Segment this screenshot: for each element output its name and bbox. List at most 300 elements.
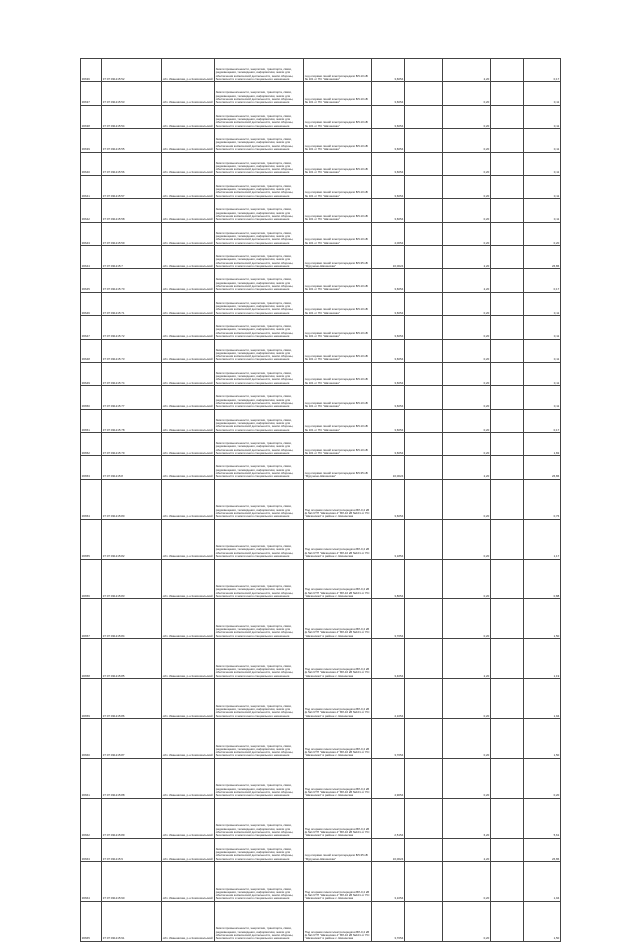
cell-address: обл. Ивановская, р-н Комсомольский: [162, 269, 215, 292]
cell-record-number: 36652: [81, 433, 102, 456]
cell-empty: [405, 719, 443, 759]
cell-cadastral-number: 37:07:031215:87: [102, 719, 162, 759]
cell-record-number: 36661: [81, 758, 102, 798]
cell-land-category: Земли промышленности, энергетики, транспорта, связи, радиовещания, телевидения, информатики, земли для обеспечения космической деятельности, земли обороны, безопасности и земли иного специального назначения: [215, 222, 304, 245]
cell-area: 16,0024: [372, 246, 405, 269]
cell-area: 3,6054: [372, 479, 405, 519]
cell-area: 4,1054: [372, 679, 405, 719]
cell-area: 3,6054: [372, 105, 405, 128]
cell-area: 3,6054: [372, 129, 405, 152]
cell-cadastral-number: 37:07:031215:77: [102, 386, 162, 409]
cell-permitted-use: под опорами линий электропередачи ВЛ-10 кВ № 101 от ПС "Шачинская": [304, 199, 372, 222]
cell-cadastral-number: 37:07:031215:9: [102, 838, 162, 861]
cell-land-category: Земли промышленности, энергетики, транспорта, связи, радиовещания, телевидения, информатики, земли для обеспечения космической деятельности, земли обороны, безопасности и земли иного специального назначения: [215, 175, 304, 198]
cell-empty: [405, 316, 443, 339]
cell-permitted-use: под опорами линий электропередачи ВЛ-35 кВ "Мурунино-Шачинская": [304, 838, 372, 861]
cell-rate: 0,20: [443, 479, 491, 519]
cell-address: обл. Ивановская, р-н Комсомольский: [162, 433, 215, 456]
cell-empty: [491, 199, 524, 222]
cell-land-category: Земли промышленности, энергетики, транспорта, связи, радиовещания, телевидения, информатики, земли для обеспечения космической деятельности, земли обороны, безопасности и земли иного специального назначения: [215, 862, 304, 902]
cell-record-number: 36646: [81, 292, 102, 315]
table-row: [81, 386, 561, 409]
cell-amount: 0,11: [524, 199, 561, 222]
cell-empty: [491, 316, 524, 339]
table-row: [81, 456, 561, 479]
cell-permitted-use: Под опорами линии электропередачи ВЛ-0,4 кВ ф.№1 КТП "Шачинская-1" ВЛ-10 кВ №101 от ПС "Шачинская" в районе с. Шачинская: [304, 679, 372, 719]
cell-empty: [405, 679, 443, 719]
cell-record-number: 36656: [81, 559, 102, 599]
table-row: [81, 129, 561, 152]
cell-permitted-use: под опорами линий электропередачи ВЛ-10 кВ № 101 от ПС "Шачинская": [304, 152, 372, 175]
cell-address: обл. Ивановская, р-н Комсомольский: [162, 409, 215, 432]
cell-empty: [491, 679, 524, 719]
cell-amount: 1,50: [524, 901, 561, 941]
cell-amount: 1,17: [524, 519, 561, 559]
cell-record-number: 36658: [81, 639, 102, 679]
cell-cadastral-number: 37:07:031215:74: [102, 362, 162, 385]
cell-area: 4,0054: [372, 222, 405, 245]
cell-record-number: 36649: [81, 362, 102, 385]
cell-cadastral-number: 37:07:031215:83: [102, 559, 162, 599]
table-row: [81, 292, 561, 315]
cell-area: 3,7054: [372, 901, 405, 941]
cell-record-number: 36643: [81, 222, 102, 245]
cell-rate: 2,20: [443, 59, 491, 82]
cell-rate: 2,20: [443, 838, 491, 861]
cell-land-category: Земли промышленности, энергетики, транспорта, связи, радиовещания, телевидения, информатики, земли для обеспечения космической деятельности, земли обороны, безопасности и земли иного специального назначения: [215, 339, 304, 362]
cell-area: 16,0024: [372, 456, 405, 479]
cell-record-number: 36650: [81, 386, 102, 409]
cell-cadastral-number: 37:07:031215:79: [102, 433, 162, 456]
cell-empty: [491, 519, 524, 559]
cell-empty: [405, 129, 443, 152]
cell-record-number: 36663: [81, 838, 102, 861]
cell-land-category: Земли промышленности, энергетики, транспорта, связи, радиовещания, телевидения, информатики, земли для обеспечения космической деятельности, земли обороны, безопасности и земли иного специального назначения: [215, 82, 304, 105]
cell-land-category: Земли промышленности, энергетики, транспорта, связи, радиовещания, телевидения, информатики, земли для обеспечения космической деятельности, земли обороны, безопасности и земли иного специального назначения: [215, 479, 304, 519]
cell-rate: 0,20: [443, 599, 491, 639]
cell-empty: [405, 479, 443, 519]
cell-empty: [405, 798, 443, 838]
cell-amount: 1,50: [524, 719, 561, 759]
cell-address: обл. Ивановская, р-н Комсомольский: [162, 862, 215, 902]
cell-amount: 0,20: [524, 222, 561, 245]
cell-rate: 0,20: [443, 316, 491, 339]
table-row: [81, 679, 561, 719]
cell-amount: 1,19: [524, 639, 561, 679]
cell-address: обл. Ивановская, р-н Комсомольский: [162, 152, 215, 175]
cell-land-category: Земли промышленности, энергетики, транспорта, связи, радиовещания, телевидения, информатики, земли для обеспечения космической деятельности, земли обороны, безопасности и земли иного специального назначения: [215, 639, 304, 679]
cell-area: 2,5154: [372, 798, 405, 838]
cell-rate: 0,20: [443, 292, 491, 315]
cell-empty: [405, 246, 443, 269]
cell-area: 3,6054: [372, 409, 405, 432]
cell-cadastral-number: 37:07:031215:88: [102, 758, 162, 798]
cell-land-category: Земли промышленности, энергетики, транспорта, связи, радиовещания, телевидения, информатики, земли для обеспечения космической деятельности, земли обороны, безопасности и земли иного специального назначения: [215, 519, 304, 559]
cell-amount: 0,11: [524, 175, 561, 198]
cell-area: 16,0024: [372, 838, 405, 861]
cell-land-category: Земли промышленности, энергетики, транспорта, связи, радиовещания, телевидения, информатики, земли для обеспечения космической деятельности, земли обороны, безопасности и земли иного специального назначения: [215, 798, 304, 838]
cell-empty: [405, 456, 443, 479]
cell-permitted-use: под опорами линий электропередачи ВЛ-10 кВ № 101 от ПС "Шачинская": [304, 175, 372, 198]
cell-address: обл. Ивановская, р-н Комсомольский: [162, 386, 215, 409]
cell-address: обл. Ивановская, р-н Комсомольский: [162, 362, 215, 385]
cell-land-category: Земли промышленности, энергетики, транспорта, связи, радиовещания, телевидения, информатики, земли для обеспечения космической деятельности, земли обороны, безопасности и земли иного специального назначения: [215, 246, 304, 269]
cell-address: обл. Ивановская, р-н Комсомольский: [162, 838, 215, 861]
cell-permitted-use: под опорами линий электропередачи ВЛ-10 кВ № 101 от ПС "Шачинская": [304, 105, 372, 128]
cell-permitted-use: Под опорами линии электропередачи ВЛ-0,4 кВ ф.№1 КТП "Шачинская-1" ВЛ-10 кВ №101 от ПС "Шачинская" в районе с. Шачинская: [304, 599, 372, 639]
cell-rate: 0,20: [443, 719, 491, 759]
cell-cadastral-number: 37:07:031215:89: [102, 798, 162, 838]
cell-area: 3,7054: [372, 719, 405, 759]
cell-land-category: Земли промышленности, энергетики, транспорта, связи, радиовещания, телевидения, информатики, земли для обеспечения космической деятельности, земли обороны, безопасности и земли иного специального назначения: [215, 316, 304, 339]
cell-permitted-use: Под опорами линии электропередачи ВЛ-0,4 кВ ф.№1 КТП "Шачинская-1" ВЛ-10 кВ №101 от ПС "Шачинская" в районе с. Шачинская: [304, 519, 372, 559]
cell-address: обл. Ивановская, р-н Комсомольский: [162, 175, 215, 198]
cell-empty: [405, 105, 443, 128]
cell-amount: 0,11: [524, 292, 561, 315]
cell-land-category: Земли промышленности, энергетики, транспорта, связи, радиовещания, телевидения, информатики, земли для обеспечения космической деятельности, земли обороны, безопасности и земли иного специального назначения: [215, 409, 304, 432]
cell-land-category: Земли промышленности, энергетики, транспорта, связи, радиовещания, телевидения, информатики, земли для обеспечения космической деятельности, земли обороны, безопасности и земли иного специального назначения: [215, 901, 304, 941]
cell-land-category: Земли промышленности, энергетики, транспорта, связи, радиовещания, телевидения, информатики, земли для обеспечения космической деятельности, земли обороны, безопасности и земли иного специального назначения: [215, 433, 304, 456]
table-row: [81, 246, 561, 269]
cell-empty: [405, 59, 443, 82]
cell-address: обл. Ивановская, р-н Комсомольский: [162, 339, 215, 362]
cell-permitted-use: под опорами линий электропередачи ВЛ-10 кВ № 101 от ПС "Шачинская": [304, 409, 372, 432]
cell-empty: [405, 152, 443, 175]
cell-amount: 0,11: [524, 82, 561, 105]
cell-land-category: Земли промышленности, энергетики, транспорта, связи, радиовещания, телевидения, информатики, земли для обеспечения космической деятельности, земли обороны, безопасности и земли иного специального назначения: [215, 59, 304, 82]
cell-land-category: Земли промышленности, энергетики, транспорта, связи, радиовещания, телевидения, информатики, земли для обеспечения космической деятельности, земли обороны, безопасности и земли иного специального назначения: [215, 719, 304, 759]
cell-amount: 5,61: [524, 798, 561, 838]
cell-amount: 1,94: [524, 862, 561, 902]
cell-empty: [491, 292, 524, 315]
table-row: [81, 719, 561, 759]
cell-record-number: 36641: [81, 175, 102, 198]
cell-area: 3,1854: [372, 519, 405, 559]
table-row: [81, 152, 561, 175]
cell-amount: 0,11: [524, 386, 561, 409]
cell-land-category: Земли промышленности, энергетики, транспорта, связи, радиовещания, телевидения, информатики, земли для обеспечения космической деятельности, земли обороны, безопасности и земли иного специального назначения: [215, 362, 304, 385]
cell-rate: 0,20: [443, 362, 491, 385]
table-row: [81, 175, 561, 198]
cell-address: обл. Ивановская, р-н Комсомольский: [162, 639, 215, 679]
cell-address: обл. Ивановская, р-н Комсомольский: [162, 758, 215, 798]
cell-empty: [491, 362, 524, 385]
cell-empty: [491, 59, 524, 82]
table-row: [81, 639, 561, 679]
cell-empty: [491, 433, 524, 456]
cell-cadastral-number: 37:07:031215:52: [102, 59, 162, 82]
cell-amount: 1,50: [524, 599, 561, 639]
cell-rate: 2,20: [443, 246, 491, 269]
cell-empty: [491, 862, 524, 902]
cell-permitted-use: Под опорами линии электропередачи ВЛ-0,4 кВ ф.№1 КТП "Шачинская-1" ВЛ-10 кВ №101 от ПС "Шачинская" в районе с. Шачинская: [304, 479, 372, 519]
cell-amount: 0,11: [524, 129, 561, 152]
cell-record-number: 36662: [81, 798, 102, 838]
cell-permitted-use: Под опорами линии электропередачи ВЛ-0,4 кВ ф.№1 КТП "Шачинская-1" ВЛ-10 кВ №101 от ПС "Шачинская" в районе с. Шачинская: [304, 639, 372, 679]
cell-record-number: 36644: [81, 246, 102, 269]
cell-rate: 0,20: [443, 409, 491, 432]
cell-amount: 0,11: [524, 105, 561, 128]
cell-rate: 0,20: [443, 679, 491, 719]
cell-cadastral-number: 37:07:031215:70: [102, 269, 162, 292]
cell-amount: 0,11: [524, 316, 561, 339]
cell-permitted-use: Под опорами линии электропередачи ВЛ-0,4 кВ ф.№1 КТП "Шачинская-1" ВЛ-10 кВ №101 от ПС "Шачинская" в районе с. Шачинская: [304, 559, 372, 599]
cell-empty: [491, 269, 524, 292]
cell-rate: 0,20: [443, 152, 491, 175]
cell-land-category: Земли промышленности, энергетики, транспорта, связи, радиовещания, телевидения, информатики, земли для обеспечения космической деятельности, земли обороны, безопасности и земли иного специального назначения: [215, 679, 304, 719]
cell-cadastral-number: 37:07:031215:72: [102, 316, 162, 339]
cell-rate: 0,20: [443, 758, 491, 798]
cell-address: обл. Ивановская, р-н Комсомольский: [162, 222, 215, 245]
cell-address: обл. Ивановская, р-н Комсомольский: [162, 456, 215, 479]
cell-permitted-use: под опорами линий электропередачи ВЛ-10 кВ № 101 от ПС "Шачинская": [304, 386, 372, 409]
cell-permitted-use: Под опорами линии электропередачи ВЛ-0,4 кВ ф.№1 КТП "Шачинская-1" ВЛ-10 кВ №101 от ПС "Шачинская" в районе с. Шачинская: [304, 758, 372, 798]
cell-cadastral-number: 37:07:031215:90: [102, 862, 162, 902]
cell-empty: [405, 222, 443, 245]
cell-permitted-use: под опорами линий электропередачи ВЛ-35 кВ "Мурунино-Шачинская": [304, 456, 372, 479]
cell-empty: [405, 292, 443, 315]
cell-empty: [405, 82, 443, 105]
cell-rate: 6,20: [443, 798, 491, 838]
cell-empty: [405, 599, 443, 639]
cell-permitted-use: Под опорами линии электропередачи ВЛ-0,4 кВ ф.№1 КТП "Шачинская-1" ВЛ-10 кВ №101 от ПС "Шачинская" в районе с. Шачинская: [304, 901, 372, 941]
cell-amount: 0,76: [524, 479, 561, 519]
cell-empty: [491, 901, 524, 941]
cell-empty: [405, 409, 443, 432]
cell-land-category: Земли промышленности, энергетики, транспорта, связи, радиовещания, телевидения, информатики, земли для обеспечения космической деятельности, земли обороны, безопасности и земли иного специального назначения: [215, 152, 304, 175]
cell-empty: [491, 456, 524, 479]
cell-record-number: 36653: [81, 456, 102, 479]
cell-record-number: 36655: [81, 519, 102, 559]
cell-empty: [491, 599, 524, 639]
table-body: [81, 59, 561, 942]
cell-empty: [491, 82, 524, 105]
cell-area: 3,6054: [372, 386, 405, 409]
cell-empty: [405, 175, 443, 198]
cell-empty: [405, 639, 443, 679]
cell-rate: 0,20: [443, 339, 491, 362]
table-row: [81, 82, 561, 105]
cell-record-number: 36659: [81, 679, 102, 719]
cell-record-number: 36647: [81, 316, 102, 339]
cell-record-number: 36651: [81, 409, 102, 432]
cell-cadastral-number: 37:07:031215:7: [102, 246, 162, 269]
cell-rate: 0,20: [443, 105, 491, 128]
cell-empty: [405, 386, 443, 409]
cell-amount: 0,11: [524, 362, 561, 385]
cell-rate: 0,20: [443, 199, 491, 222]
cell-address: обл. Ивановская, р-н Комсомольский: [162, 292, 215, 315]
cell-record-number: 36648: [81, 339, 102, 362]
cell-empty: [491, 719, 524, 759]
cell-area: 3,6054: [372, 362, 405, 385]
cell-area: 3,6054: [372, 59, 405, 82]
table-row: [81, 599, 561, 639]
cell-rate: 0,20: [443, 519, 491, 559]
cell-address: обл. Ивановская, р-н Комсомольский: [162, 479, 215, 519]
cell-area: 3,6054: [372, 339, 405, 362]
table-row: [81, 105, 561, 128]
cell-address: обл. Ивановская, р-н Комсомольский: [162, 719, 215, 759]
cell-address: обл. Ивановская, р-н Комсомольский: [162, 901, 215, 941]
cell-rate: 0,20: [443, 901, 491, 941]
cell-land-category: Земли промышленности, энергетики, транспорта, связи, радиовещания, телевидения, информатики, земли для обеспечения космической деятельности, земли обороны, безопасности и земли иного специального назначения: [215, 386, 304, 409]
table-row: [81, 479, 561, 519]
cell-land-category: Земли промышленности, энергетики, транспорта, связи, радиовещания, телевидения, информатики, земли для обеспечения космической деятельности, земли обороны, безопасности и земли иного специального назначения: [215, 838, 304, 861]
cell-empty: [491, 798, 524, 838]
cell-area: 3,6054: [372, 269, 405, 292]
cell-permitted-use: под опорами линий электропередачи ВЛ-10 кВ № 101 от ПС "Шачинская": [304, 59, 372, 82]
cell-area: 3,6054: [372, 152, 405, 175]
cell-cadastral-number: 37:07:031215:84: [102, 599, 162, 639]
table-row: [81, 559, 561, 599]
cell-record-number: 36642: [81, 199, 102, 222]
cell-cadastral-number: 37:07:031215:80: [102, 479, 162, 519]
table-row: [81, 433, 561, 456]
table-row: [81, 409, 561, 432]
cell-record-number: 36640: [81, 152, 102, 175]
cell-rate: 0,20: [443, 559, 491, 599]
cell-empty: [405, 519, 443, 559]
cell-empty: [405, 862, 443, 902]
cell-address: обл. Ивановская, р-н Комсомольский: [162, 519, 215, 559]
cell-empty: [405, 433, 443, 456]
cell-cadastral-number: 37:07:031215:8: [102, 456, 162, 479]
cell-area: 3,1054: [372, 862, 405, 902]
cell-cadastral-number: 37:07:031215:55: [102, 129, 162, 152]
cell-cadastral-number: 37:07:031215:57: [102, 175, 162, 198]
table-row: [81, 838, 561, 861]
cell-cadastral-number: 37:07:031215:53: [102, 82, 162, 105]
cell-empty: [405, 199, 443, 222]
cell-record-number: 36637: [81, 82, 102, 105]
cell-cadastral-number: 37:07:031215:85: [102, 639, 162, 679]
cell-area: 3,4054: [372, 639, 405, 679]
cell-record-number: 36645: [81, 269, 102, 292]
cell-empty: [405, 758, 443, 798]
cell-rate: 2,20: [443, 639, 491, 679]
table-row: [81, 316, 561, 339]
cell-land-category: Земли промышленности, энергетики, транспорта, связи, радиовещания, телевидения, информатики, земли для обеспечения космической деятельности, земли обороны, безопасности и земли иного специального назначения: [215, 559, 304, 599]
cell-permitted-use: под опорами линий электропередачи ВЛ-10 кВ № 101 от ПС "Шачинская": [304, 292, 372, 315]
cell-address: обл. Ивановская, р-н Комсомольский: [162, 59, 215, 82]
cell-land-category: Земли промышленности, энергетики, транспорта, связи, радиовещания, телевидения, информатики, земли для обеспечения космической деятельности, земли обороны, безопасности и земли иного специального назначения: [215, 456, 304, 479]
cell-empty: [405, 269, 443, 292]
table-row: [81, 862, 561, 902]
cell-cadastral-number: 37:07:031215:82: [102, 519, 162, 559]
cell-permitted-use: под опорами линий электропередачи ВЛ-10 кВ № 101 от ПС "Шачинская": [304, 433, 372, 456]
cell-rate: 0,20: [443, 386, 491, 409]
cell-empty: [491, 222, 524, 245]
cell-amount: 0,11: [524, 152, 561, 175]
cell-empty: [491, 639, 524, 679]
cell-land-category: Земли промышленности, энергетики, транспорта, связи, радиовещания, телевидения, информатики, земли для обеспечения космической деятельности, земли обороны, безопасности и земли иного специального назначения: [215, 269, 304, 292]
cell-address: обл. Ивановская, р-н Комсомольский: [162, 129, 215, 152]
table-row: [81, 199, 561, 222]
cell-permitted-use: под опорами линий электропередачи ВЛ-10 кВ № 101 от ПС "Шачинская": [304, 339, 372, 362]
cell-area: 3,6054: [372, 292, 405, 315]
cell-empty: [491, 105, 524, 128]
cell-address: обл. Ивановская, р-н Комсомольский: [162, 246, 215, 269]
cell-empty: [491, 175, 524, 198]
cell-amount: 0,17: [524, 59, 561, 82]
cell-rate: 2,20: [443, 456, 491, 479]
cell-address: обл. Ивановская, р-н Комсомольский: [162, 679, 215, 719]
cell-cadastral-number: 37:07:031215:56: [102, 152, 162, 175]
cell-cadastral-number: 37:07:031215:78: [102, 409, 162, 432]
cell-permitted-use: под опорами линий электропередачи ВЛ-35 кВ "Мурунино-Шачинская": [304, 246, 372, 269]
table-row: [81, 798, 561, 838]
cell-amount: 1,82: [524, 433, 561, 456]
cell-empty: [405, 559, 443, 599]
cell-empty: [491, 339, 524, 362]
cell-empty: [491, 758, 524, 798]
cell-empty: [491, 129, 524, 152]
cell-address: обл. Ивановская, р-н Комсомольский: [162, 559, 215, 599]
cell-amount: 26,86: [524, 838, 561, 861]
cell-cadastral-number: 37:07:031215:71: [102, 292, 162, 315]
cell-permitted-use: Под опорами линии электропередачи ВЛ-0,4 кВ ф.№1 КТП "Шачинская-1" ВЛ-10 кВ №101 от ПС "Шачинская" в районе с. Шачинская: [304, 719, 372, 759]
table-row: [81, 901, 561, 941]
land-plots-table: [80, 58, 561, 942]
cell-empty: [491, 559, 524, 599]
cell-record-number: 36639: [81, 129, 102, 152]
cell-area: 3,7054: [372, 599, 405, 639]
cell-area: 3,8054: [372, 559, 405, 599]
cell-rate: 2,20: [443, 269, 491, 292]
cell-empty: [491, 838, 524, 861]
cell-land-category: Земли промышленности, энергетики, транспорта, связи, радиовещания, телевидения, информатики, земли для обеспечения космической деятельности, земли обороны, безопасности и земли иного специального назначения: [215, 199, 304, 222]
cell-land-category: Земли промышленности, энергетики, транспорта, связи, радиовещания, телевидения, информатики, земли для обеспечения космической деятельности, земли обороны, безопасности и земли иного специального назначения: [215, 292, 304, 315]
cell-address: обл. Ивановская, р-н Комсомольский: [162, 316, 215, 339]
cell-area: 3,6054: [372, 316, 405, 339]
cell-land-category: Земли промышленности, энергетики, транспорта, связи, радиовещания, телевидения, информатики, земли для обеспечения космической деятельности, земли обороны, безопасности и земли иного специального назначения: [215, 105, 304, 128]
table-row: [81, 362, 561, 385]
cell-rate: 0,20: [443, 175, 491, 198]
cell-empty: [405, 901, 443, 941]
cell-permitted-use: Под опорами линии электропередачи ВЛ-0,4 кВ ф.№1 КТП "Шачинская-1" ВЛ-10 кВ №101 от ПС "Шачинская" в районе с. Шачинская: [304, 798, 372, 838]
cell-empty: [405, 362, 443, 385]
cell-record-number: 36665: [81, 901, 102, 941]
cell-empty: [491, 479, 524, 519]
cell-area: 3,6054: [372, 82, 405, 105]
cell-area: 4,9054: [372, 758, 405, 798]
cell-amount: 0,11: [524, 339, 561, 362]
cell-permitted-use: Под опорами линии электропередачи ВЛ-0,4 кВ ф.№1 КТП "Шачинская-1" ВЛ-10 кВ №101 от ПС "Шачинская" в районе с. Шачинская: [304, 862, 372, 902]
cell-permitted-use: под опорами линий электропередачи ВЛ-10 кВ № 101 от ПС "Шачинская": [304, 82, 372, 105]
cell-cadastral-number: 37:07:031215:58: [102, 199, 162, 222]
cell-amount: 0,20: [524, 758, 561, 798]
cell-rate: 0,20: [443, 862, 491, 902]
table-row: [81, 339, 561, 362]
cell-amount: 26,86: [524, 246, 561, 269]
cell-permitted-use: под опорами линий электропередачи ВЛ-10 кВ № 101 от ПС "Шачинская": [304, 129, 372, 152]
cell-land-category: Земли промышленности, энергетики, транспорта, связи, радиовещания, телевидения, информатики, земли для обеспечения космической деятельности, земли обороны, безопасности и земли иного специального назначения: [215, 129, 304, 152]
cell-address: обл. Ивановская, р-н Комсомольский: [162, 599, 215, 639]
table-row: [81, 269, 561, 292]
cell-permitted-use: под опорами линий электропередачи ВЛ-10 кВ № 101 от ПС "Шачинская": [304, 316, 372, 339]
cell-permitted-use: под опорами линий электропередачи ВЛ-10 кВ № 101 от ПС "Шачинская": [304, 269, 372, 292]
cell-area: 3,6054: [372, 199, 405, 222]
table-row: [81, 758, 561, 798]
cell-amount: 26,86: [524, 456, 561, 479]
cell-empty: [491, 386, 524, 409]
cell-cadastral-number: 37:07:031215:73: [102, 339, 162, 362]
cell-cadastral-number: 37:07:031215:86: [102, 679, 162, 719]
cell-land-category: Земли промышленности, энергетики, транспорта, связи, радиовещания, телевидения, информатики, земли для обеспечения космической деятельности, земли обороны, безопасности и земли иного специального назначения: [215, 758, 304, 798]
cell-cadastral-number: 37:07:031215:91: [102, 901, 162, 941]
cell-rate: 0,20: [443, 129, 491, 152]
